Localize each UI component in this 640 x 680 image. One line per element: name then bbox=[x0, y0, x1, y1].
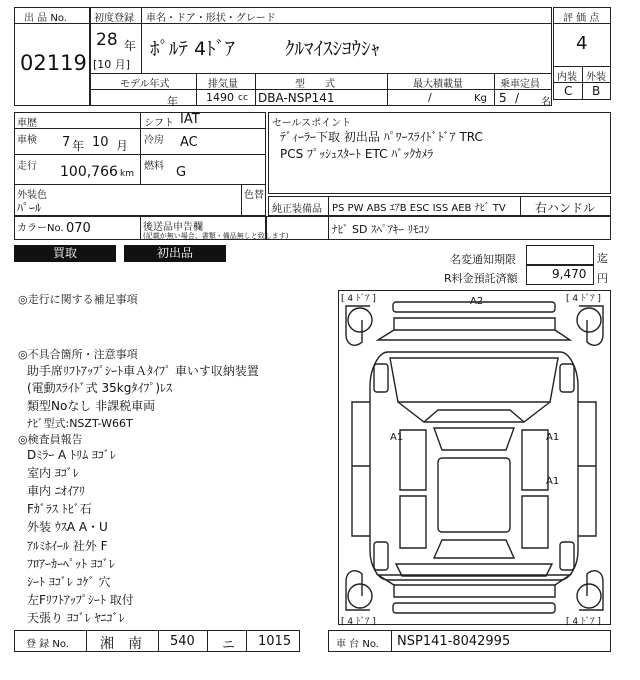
door-count-front-left: [ 4 ﾄﾞｱ ] bbox=[341, 294, 376, 304]
car-grade: ｸﾙﾏｲｽｼﾖｳｼｬ bbox=[285, 38, 381, 60]
registration-month: [10 月] bbox=[93, 58, 131, 71]
divider bbox=[158, 630, 159, 652]
displacement-unit: cc bbox=[238, 93, 248, 103]
exterior-color-label: 外装色 bbox=[17, 190, 47, 201]
aftermarket-box bbox=[266, 216, 611, 240]
chassis-number: NSP141-8042995 bbox=[397, 634, 511, 649]
history-label: 車歴 bbox=[17, 118, 37, 129]
divider bbox=[196, 73, 197, 106]
lot-number: 02119 bbox=[20, 51, 87, 75]
divider bbox=[255, 73, 256, 106]
max-load: / bbox=[428, 91, 432, 104]
door-count-rear-right: [ 4 ﾄﾞｱ ] bbox=[566, 617, 601, 627]
capacity-separator: / bbox=[515, 91, 520, 105]
inspection-year: 7 bbox=[62, 135, 71, 150]
door-count-rear-left: [ 4 ﾄﾞｱ ] bbox=[341, 617, 376, 627]
damage-mark-right-rear: A1 bbox=[546, 476, 560, 487]
divider bbox=[140, 112, 141, 184]
sales-point-label: セールスポイント bbox=[272, 118, 352, 129]
exterior-grade: B bbox=[592, 84, 601, 98]
chassis-label: 車 台 No. bbox=[336, 639, 379, 650]
overall-score: 4 bbox=[576, 33, 588, 54]
inspector-report-label: ◎検査員報告 bbox=[18, 433, 83, 446]
genuine-equipment-label: 純正装備品 bbox=[272, 204, 322, 215]
exterior-label: 外装 bbox=[586, 72, 606, 83]
color-change-label: 色替 bbox=[244, 190, 264, 201]
interior-label: 内装 bbox=[557, 72, 577, 83]
name-change-unit: 迄 bbox=[597, 252, 608, 265]
model-code: DBA-NSP141 bbox=[258, 91, 335, 105]
inspector-line: ﾌﾛｱｰｶｰﾍﾟｯﾄ ﾖｺﾞﾚ bbox=[27, 557, 115, 571]
plate-class: 540 bbox=[170, 634, 195, 649]
recycle-amount: 9,470 bbox=[552, 267, 587, 281]
mileage-unit: km bbox=[120, 169, 134, 179]
defects-label: ◎不具合箇所・注意事項 bbox=[18, 348, 138, 361]
door-count-front-right: [ 4 ﾄﾞｱ ] bbox=[566, 294, 601, 304]
inspection-label: 車検 bbox=[17, 135, 37, 146]
damage-mark-left: A1 bbox=[390, 432, 404, 443]
aftermarket-items: ﾅﾋﾞ SD ｽﾍﾟｱｷｰ ﾘﾓｺﾝ bbox=[332, 223, 430, 236]
handle-side: 右ハンドル bbox=[535, 201, 596, 215]
inspector-line: Dﾐﾗｰ A ﾄﾘﾑ ﾖｺﾞﾚ bbox=[27, 448, 116, 462]
car-name: ﾎﾟﾙﾃ 4ﾄﾞｱ bbox=[150, 38, 235, 60]
defect-line: 類型Noなし 非課税車両 bbox=[27, 399, 156, 413]
divider bbox=[86, 630, 87, 652]
score-label: 評 価 点 bbox=[563, 13, 600, 24]
damage-mark-right-front: A1 bbox=[546, 432, 560, 443]
lot-number-label: 出 品 No. bbox=[24, 13, 67, 24]
registration-year: 28 bbox=[96, 30, 118, 50]
mileage-label: 走行 bbox=[17, 161, 37, 172]
year-unit: 年 bbox=[124, 39, 137, 53]
plate-label: 登 録 No. bbox=[26, 639, 69, 650]
inspector-line: 天張り ﾖｺﾞﾚ ﾔﾆｺﾞﾚ bbox=[27, 611, 125, 625]
divider bbox=[520, 196, 521, 216]
model-year-label: モデル年式 bbox=[120, 79, 170, 90]
divider bbox=[582, 66, 583, 100]
genuine-equipment: PS PW ABS ｴｱB ESC ISS AEB ﾅﾋﾞ TV bbox=[332, 203, 506, 214]
plate-number: 1015 bbox=[258, 634, 292, 649]
color-no-label: カラーNo. bbox=[17, 223, 64, 234]
recycle-label: R料金預託済額 bbox=[444, 272, 518, 285]
inspector-line: 室内 ﾖｺﾞﾚ bbox=[27, 466, 79, 480]
driving-notes-label: ◎走行に関する補足事項 bbox=[18, 293, 138, 306]
ac-label: 冷房 bbox=[144, 135, 164, 146]
inspector-line: 外装 ｳｽA A・U bbox=[27, 520, 108, 534]
car-name-label: 車名・ドア・形状・グレード bbox=[146, 13, 276, 24]
divider bbox=[14, 128, 266, 129]
first-listing-tag: 初出品 bbox=[124, 245, 226, 262]
ac: AC bbox=[180, 135, 198, 150]
divider bbox=[246, 630, 247, 652]
divider bbox=[14, 154, 266, 155]
capacity-unit: 名 bbox=[541, 97, 551, 108]
fuel-label: 燃料 bbox=[144, 161, 164, 172]
car-diagram bbox=[338, 290, 611, 625]
capacity-label: 乗車定員 bbox=[500, 79, 540, 90]
displacement-label: 排気量 bbox=[208, 79, 238, 90]
inspector-line: ｱﾙﾐﾎｲｰﾙ 社外 F bbox=[27, 539, 108, 553]
inspection-year-unit: 年 bbox=[72, 139, 85, 153]
inspector-line: Fｶﾞﾗｽ ﾄﾋﾞ石 bbox=[27, 502, 92, 516]
divider bbox=[14, 184, 266, 185]
inspector-line: 車内 ﾆｵｲｱﾘ bbox=[27, 484, 85, 498]
plate-kana: ニ bbox=[222, 638, 236, 653]
divider bbox=[141, 7, 142, 73]
inspection-month: 10 bbox=[92, 135, 109, 150]
displacement: 1490 bbox=[206, 91, 234, 104]
divider bbox=[387, 73, 388, 106]
divider bbox=[207, 630, 208, 652]
exterior-color: ﾊﾟｰﾙ bbox=[17, 201, 42, 215]
defect-line: (電動ｽﾗｲﾄﾞ式 35kgﾀｲﾌﾟ)ﾚｽ bbox=[27, 381, 173, 395]
aftermarket-label: 後送品申告欄 bbox=[143, 222, 203, 233]
recycle-unit: 円 bbox=[597, 272, 608, 285]
sales-point-line1: ﾃﾞｨｰﾗｰ下取 初出品 ﾊﾟﾜｰｽﾗｲﾄﾞﾄﾞｱ TRC bbox=[280, 130, 483, 144]
divider bbox=[494, 73, 495, 106]
max-load-unit: Kg bbox=[474, 93, 487, 104]
shift-label: シフト bbox=[144, 118, 174, 129]
inspector-line: 左Fﾘﾌﾄｱｯﾌﾟｼｰﾄ 取付 bbox=[27, 593, 134, 607]
shift: IAT bbox=[180, 112, 200, 127]
name-change-box bbox=[526, 245, 594, 265]
fuel: G bbox=[176, 165, 187, 180]
divider bbox=[140, 216, 141, 240]
divider bbox=[241, 184, 242, 216]
model-year-unit: 年 bbox=[167, 95, 178, 108]
mileage: 100,766 bbox=[60, 164, 118, 180]
plate-area: 湘 南 bbox=[100, 636, 142, 652]
damage-mark-roof: A2 bbox=[470, 296, 484, 307]
sales-point-line2: PCS ﾌﾟｯｼｭｽﾀｰﾄ ETC ﾊﾞｯｸｶﾒﾗ bbox=[280, 147, 434, 161]
name-change-label: 名変通知期限 bbox=[450, 253, 516, 266]
defect-line: ﾅﾋﾞ型式:NSZT-W66T bbox=[27, 417, 133, 430]
buy-tag: 買取 bbox=[14, 245, 116, 262]
interior-grade: C bbox=[564, 84, 573, 98]
model-label: 型 式 bbox=[295, 79, 335, 90]
defect-line: 助手席ﾘﾌﾄｱｯﾌﾟｼｰﾄ車Ａﾀｲﾌﾟ 車いす収納装置 bbox=[27, 364, 259, 378]
max-load-label: 最大積載量 bbox=[413, 79, 463, 90]
first-registration-label: 初度登録 bbox=[94, 13, 134, 24]
inspection-month-unit: 月 bbox=[116, 139, 129, 153]
aftermarket-note: (記載が無い場合、書類・備品無しと致します) bbox=[143, 232, 289, 240]
divider bbox=[90, 73, 552, 74]
inspector-line: ｼｰﾄ ﾖｺﾞﾚ ｺｹﾞ 穴 bbox=[27, 575, 111, 589]
capacity: 5 bbox=[499, 91, 507, 105]
color-no: 070 bbox=[66, 221, 91, 236]
divider bbox=[391, 630, 392, 652]
